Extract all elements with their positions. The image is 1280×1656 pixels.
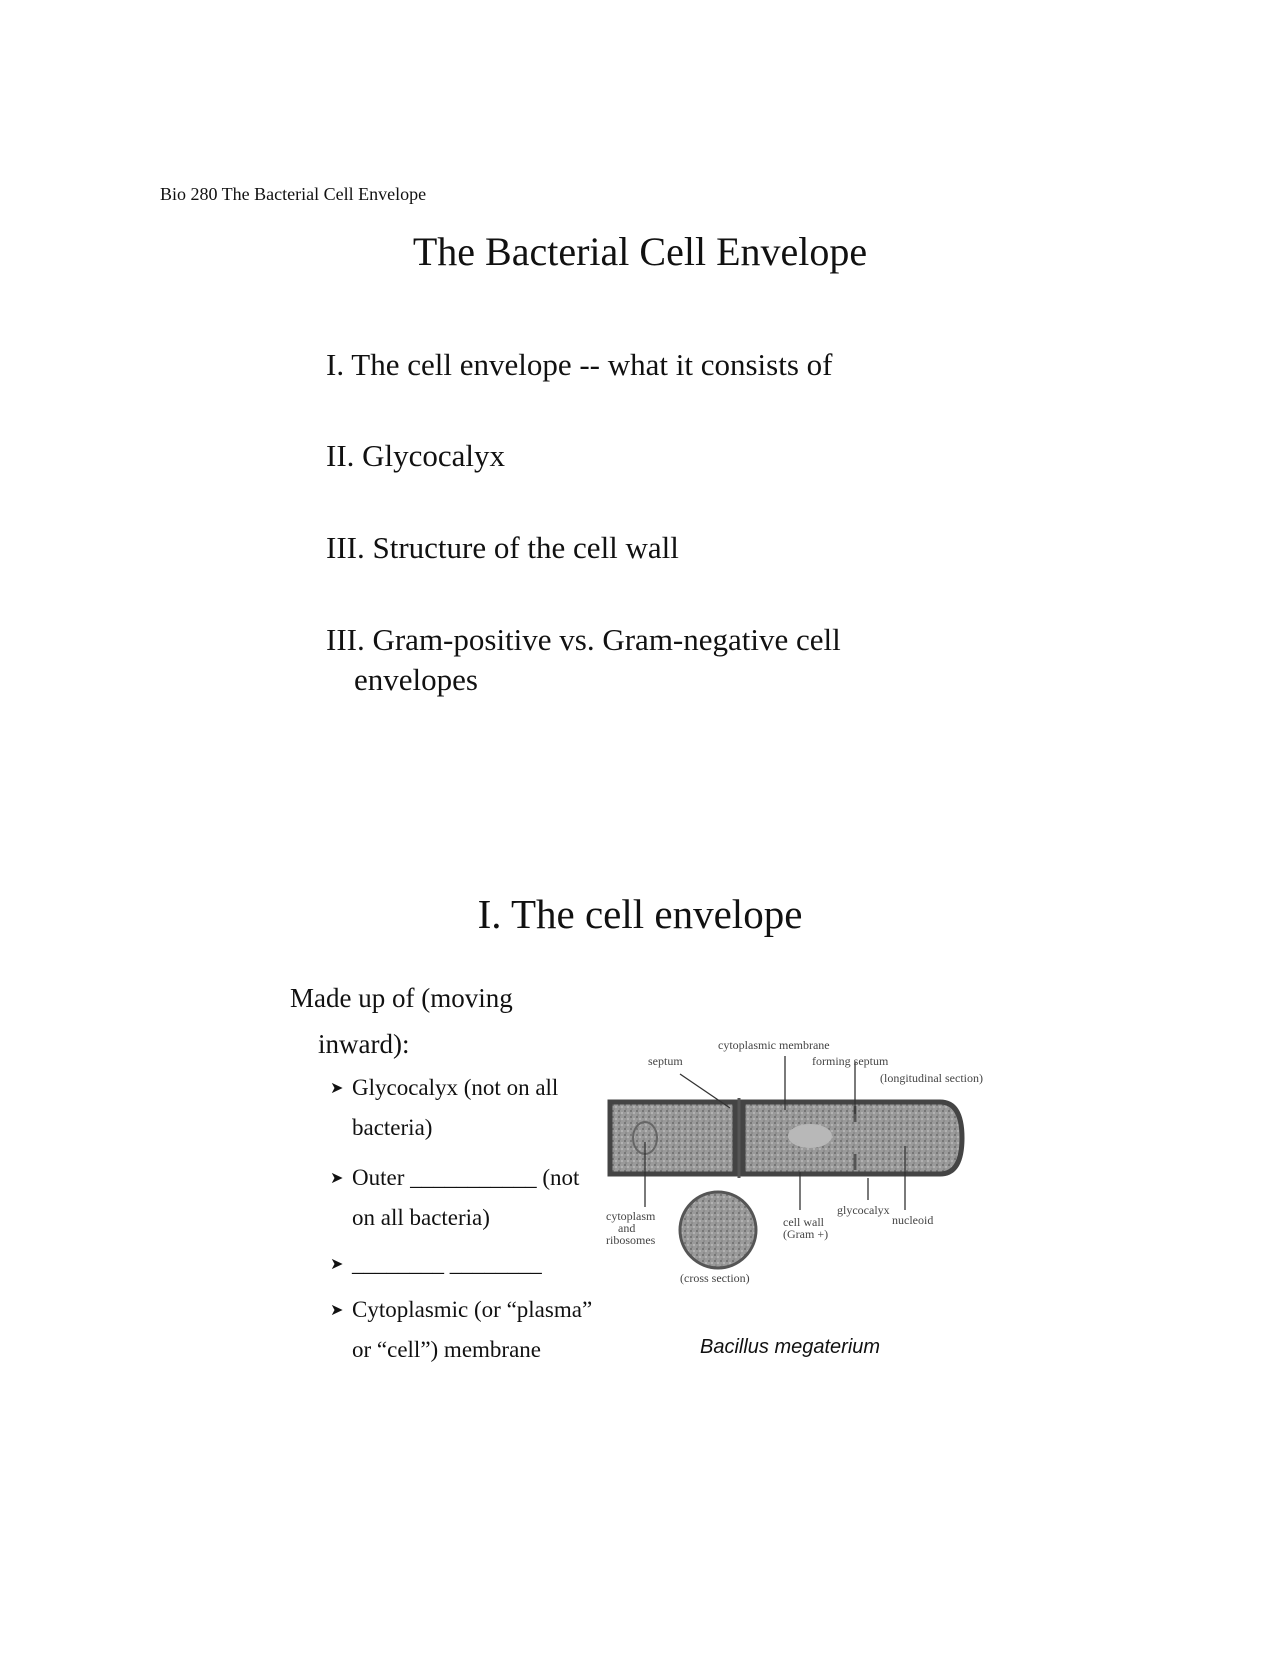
outline-item: III. Gram-positive vs. Gram-negative cell envelopes — [326, 622, 841, 697]
outline-item: I. The cell envelope -- what it consists of — [326, 347, 833, 382]
outline-item: III. Structure of the cell wall — [326, 530, 679, 565]
label-cytoplasm: cytoplasm — [606, 1209, 656, 1223]
bullet-text: Cytoplasmic (or “plasma” or “cell”) membrane — [352, 1297, 593, 1362]
cell-segment-left — [610, 1102, 735, 1174]
label-cytoplasmic-membrane: cytoplasmic membrane — [718, 1038, 830, 1052]
bullet-text: ________ ________ — [352, 1251, 542, 1276]
arrow-bullet-icon: ➤ — [330, 1080, 344, 1097]
figure-caption: Bacillus megaterium — [700, 1336, 881, 1358]
arrow-bullet-icon: ➤ — [330, 1170, 344, 1187]
label-septum: septum — [648, 1054, 683, 1068]
label-nucleoid: nucleoid — [892, 1213, 934, 1227]
cell-segment-right — [743, 1102, 962, 1174]
outline-item: II. Glycocalyx — [326, 438, 506, 473]
intro-text: Made up of (moving inward): — [290, 983, 513, 1059]
label-cell-wall: (Gram +) — [783, 1227, 829, 1241]
label-longitudinal-section: (longitudinal section) — [880, 1071, 983, 1085]
bullet-item — [330, 1068, 602, 1147]
bullet-text: Glycocalyx (not on all bacteria) — [352, 1075, 559, 1140]
arrow-bullet-icon: ➤ — [330, 1256, 344, 1273]
label-cross-section: (cross section) — [680, 1271, 750, 1285]
slide-title: The Bacterial Cell Envelope — [412, 229, 868, 274]
slide-title: I. The cell envelope — [477, 891, 803, 937]
bullet-item — [330, 1290, 602, 1369]
label-cytoplasm: and — [618, 1221, 636, 1235]
running-header: Bio 280 The Bacterial Cell Envelope — [160, 184, 427, 204]
bullet-item — [330, 1158, 602, 1237]
longitudinal-section — [610, 1098, 962, 1178]
arrow-bullet-icon: ➤ — [330, 1302, 344, 1319]
label-glycocalyx: glycocalyx — [837, 1203, 890, 1217]
label-cell-wall: cell wall — [783, 1215, 824, 1229]
label-forming-septum: forming septum — [812, 1054, 889, 1068]
bacillus-diagram — [600, 1032, 1010, 1292]
bullet-item — [330, 1244, 602, 1284]
nucleoid-shape — [788, 1124, 832, 1148]
label-cytoplasm: ribosomes — [606, 1233, 656, 1247]
cross-section-circle — [680, 1192, 756, 1268]
bullet-text: Outer ___________ (not on all bacteria) — [352, 1165, 580, 1230]
